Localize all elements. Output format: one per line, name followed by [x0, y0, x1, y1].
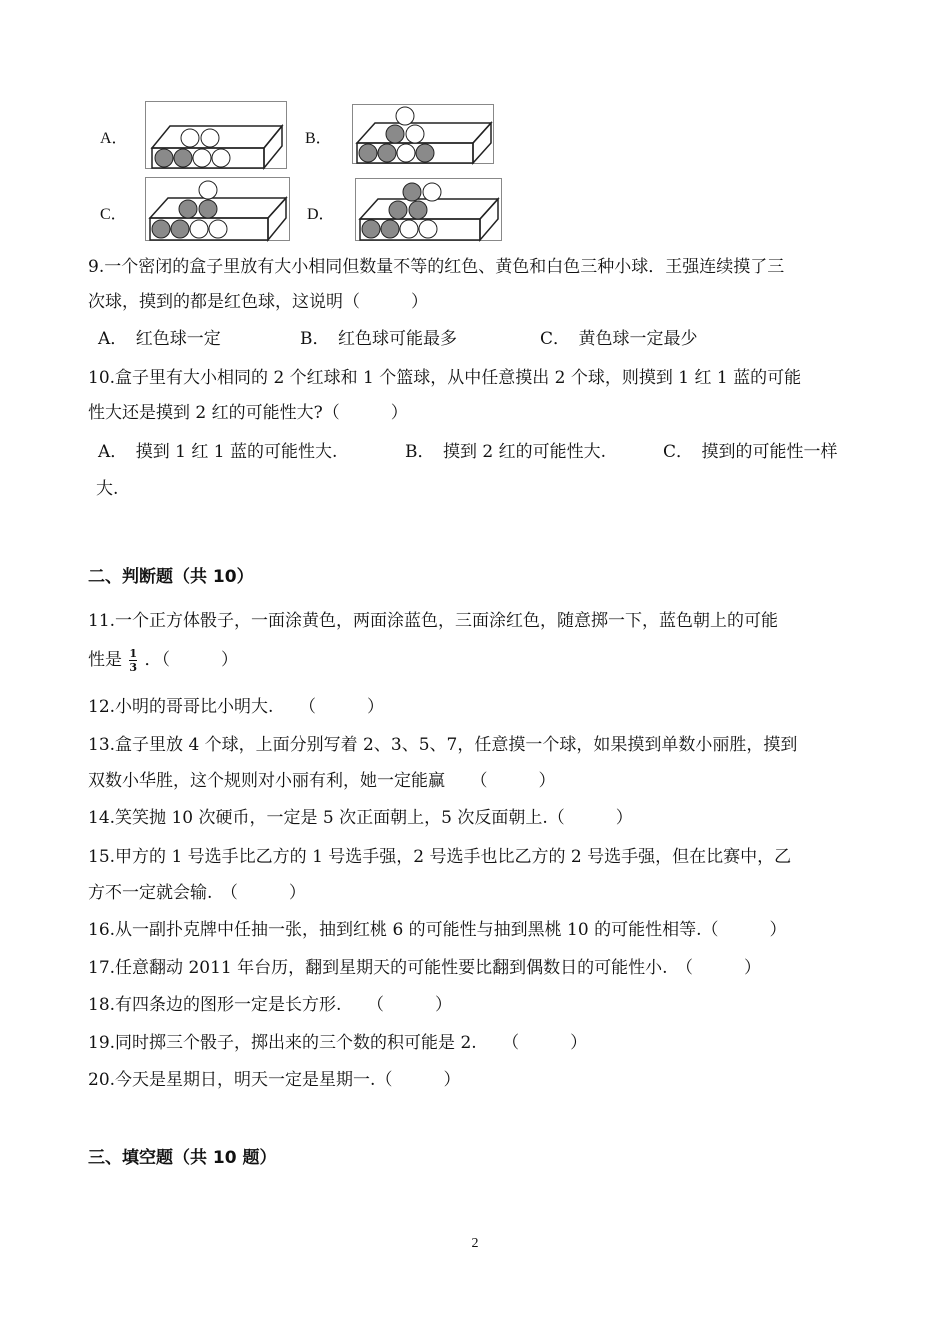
q15-line-2: 方不一定就会输. （ ） — [88, 883, 306, 903]
q11-line-1: 11.一个正方体骰子，一面涂黄色，两面涂蓝色，三面涂红色，随意掷一下，蓝色朝上的可能 — [88, 611, 779, 631]
section-2-heading: 二、判断题（共 10） — [88, 567, 254, 587]
q10-option-c-continued: 大. — [96, 479, 119, 499]
box-balls-d-image — [356, 179, 503, 242]
q19: 19.同时掷三个骰子，掷出来的三个数的积可能是 2. （ ） — [88, 1033, 588, 1053]
box-balls-a-image — [146, 102, 288, 170]
q11-fraction-denominator: 3 — [129, 661, 138, 674]
q11-fraction — [129, 648, 137, 673]
q9-line-1: 9.一个密闭的盒子里放有大小相同但数量不等的红色、黄色和白色三种小球．王强连续摸了三 — [88, 257, 785, 277]
q9-line-2: 次球，摸到的都是红色球，这说明（ ） — [88, 292, 428, 312]
q10-option-a: A． 摸到 1 红 1 蓝的可能性大. — [98, 442, 338, 462]
box-balls-b-image — [353, 105, 495, 165]
q15-line-1: 15.甲方的 1 号选手比乙方的 1 号选手强，2 号选手也比乙方的 2 号选手强，但在比赛中，乙 — [88, 847, 792, 867]
q9-option-a: A． 红色球一定 — [98, 329, 221, 349]
section-3-heading: 三、填空题（共 10 题） — [88, 1148, 277, 1168]
box-balls-c-image — [146, 178, 291, 242]
q8-option-b-label: B． — [305, 130, 332, 147]
q12: 12.小明的哥哥比小明大. （ ） — [88, 697, 384, 717]
q14: 14.笑笑抛 10 次硬币，一定是 5 次正面朝上，5 次反面朝上.（ ） — [88, 808, 633, 828]
q9-option-b: B． 红色球可能最多 — [300, 329, 457, 349]
q8-option-a-label: A． — [100, 130, 128, 147]
q8-option-d-label: D． — [307, 206, 335, 223]
q10-line-2: 性大还是摸到 2 红的可能性大?（ ） — [88, 403, 408, 423]
q8-option-d-figure — [355, 178, 502, 241]
q16: 16.从一副扑克牌中任抽一张，抽到红桃 6 的可能性与抽到黑桃 10 的可能性相等.（ ） — [88, 920, 787, 940]
q10-option-b: B． 摸到 2 红的可能性大. — [405, 442, 607, 462]
q11-line-2 — [88, 648, 238, 673]
q9-option-c: C． 黄色球一定最少 — [540, 329, 698, 349]
q10-option-c: C． 摸到的可能性一样 — [663, 442, 838, 462]
q11-prefix: 性是 — [88, 650, 122, 670]
q11-fraction-numerator: 1 — [129, 647, 138, 660]
q10-line-1: 10.盒子里有大小相同的 2 个红球和 1 个篮球，从中任意摸出 2 个球，则摸到 1 红 1 蓝的可能 — [88, 368, 802, 388]
q17: 17.任意翻动 2011 年台历，翻到星期天的可能性要比翻到偶数日的可能性小. （ ） — [88, 958, 762, 978]
q8-option-c-figure — [145, 177, 290, 241]
q20: 20.今天是星期日，明天一定是星期一.（ ） — [88, 1070, 461, 1090]
q13-line-2: 双数小华胜，这个规则对小丽有利，她一定能赢 （ ） — [88, 771, 556, 791]
q8-option-a-figure — [145, 101, 287, 169]
q8-option-c-label: C． — [100, 206, 127, 223]
page-number: 2 — [471, 1236, 479, 1251]
q8-option-b-figure — [352, 104, 494, 164]
q18: 18.有四条边的图形一定是长方形. （ ） — [88, 995, 452, 1015]
q13-line-1: 13.盒子里放 4 个球，上面分别写着 2、3、5、7，任意摸一个球，如果摸到单数小丽胜，摸到 — [88, 735, 798, 755]
q11-suffix: ．（ ） — [144, 650, 238, 670]
